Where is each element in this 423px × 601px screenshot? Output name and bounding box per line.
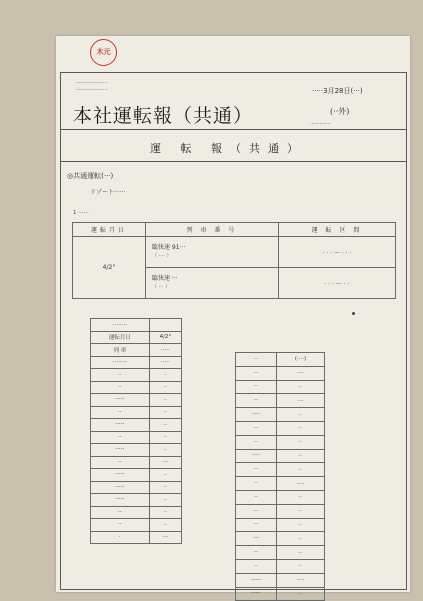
header-label: ·· — [91, 369, 150, 382]
station-name: ···· — [236, 408, 277, 422]
station-name: ····· — [236, 587, 277, 601]
station-time: ·· — [277, 532, 325, 546]
station-name: ····· — [91, 444, 150, 457]
edition-label: (··外) — [330, 107, 350, 116]
station-name: ·· — [236, 435, 277, 449]
table-row — [236, 477, 325, 491]
table-row — [91, 444, 182, 457]
table-row — [236, 532, 325, 546]
station-time: ·· — [277, 435, 325, 449]
station-time: ···· — [149, 456, 181, 469]
header-value — [149, 319, 181, 332]
header-label: 運転月日 — [91, 331, 150, 344]
station-name: ·· — [91, 431, 150, 444]
table-row — [91, 519, 182, 532]
table-row — [236, 463, 325, 477]
station-time: ·· — [277, 421, 325, 435]
timetable-header-row — [91, 344, 182, 357]
issuer-line-2: ···················· — [76, 87, 108, 93]
issuer-block — [76, 80, 108, 94]
station-time: ·· — [149, 519, 181, 532]
station-time: ·· — [149, 431, 181, 444]
station-name: ····· — [91, 494, 150, 507]
station-time: ·· — [277, 559, 325, 573]
station-name: ·· — [236, 518, 277, 532]
station-name: ·· — [236, 394, 277, 408]
station-time: ····· — [277, 573, 325, 587]
station-time: ·· — [277, 408, 325, 422]
table-row — [236, 435, 325, 449]
station-time: ·· — [277, 518, 325, 532]
timetable-header-row — [91, 319, 182, 332]
station-time: ·· — [149, 419, 181, 432]
train-number: 臨快速 ··· — [152, 275, 178, 282]
timetable-header-row — [91, 369, 182, 382]
train-number: 臨快速 91··· — [152, 244, 186, 251]
table-row — [236, 366, 325, 380]
issuer-line-1: ···················· — [76, 80, 108, 86]
down-timetable — [90, 318, 182, 544]
station-name: ·· — [236, 463, 277, 477]
header-label: ·· — [236, 353, 277, 367]
table-row — [73, 237, 396, 268]
station-name: ·· — [236, 504, 277, 518]
column-header: 列 車 番 号 — [146, 223, 279, 237]
table-row — [236, 380, 325, 394]
station-name: · — [91, 531, 150, 544]
station-name: ····· — [236, 573, 277, 587]
body-item-2: リゾート······ — [90, 189, 126, 196]
station-name: ···· — [236, 449, 277, 463]
station-name: ·· — [236, 546, 277, 560]
table-row — [91, 531, 182, 544]
station-time: ·· — [149, 469, 181, 482]
station-time: ·· — [149, 506, 181, 519]
header-value: (····) — [277, 353, 325, 367]
train-note: （ ···· ） — [152, 253, 172, 259]
station-name: ····· — [91, 419, 150, 432]
margin-mark — [352, 312, 355, 315]
body-item-1: ◎共通運転(···) — [67, 172, 114, 180]
station-time: ·· — [277, 504, 325, 518]
station-time: ·· — [277, 449, 325, 463]
station-name: ··· — [236, 532, 277, 546]
operation-section: · · · 〜 · · — [279, 268, 396, 299]
table-row — [236, 587, 325, 601]
table-row — [91, 506, 182, 519]
table-row — [236, 546, 325, 560]
table-row — [91, 394, 182, 407]
header-value: · — [149, 369, 181, 382]
station-time: ·· — [149, 406, 181, 419]
station-name: ·· — [91, 506, 150, 519]
station-time: ·· — [149, 494, 181, 507]
train-cell — [146, 237, 279, 268]
station-name: ·· — [236, 490, 277, 504]
header-label: 列 車 — [91, 344, 150, 357]
header-label: ········ — [91, 319, 150, 332]
station-time: ·· — [277, 546, 325, 560]
body-item-3: 1 ······ — [73, 210, 89, 216]
station-name: ·· — [91, 381, 150, 394]
station-time: ···· — [277, 366, 325, 380]
station-name: ·· — [91, 456, 150, 469]
station-name: ·· — [236, 366, 277, 380]
station-time: ·· — [149, 444, 181, 457]
table-row — [236, 573, 325, 587]
table-row — [91, 381, 182, 394]
station-name: ····· — [91, 469, 150, 482]
table-row — [236, 394, 325, 408]
header-value: ····· — [149, 356, 181, 369]
table-row — [91, 481, 182, 494]
column-header: 運 転 区 間 — [279, 223, 396, 237]
timetable-header-row — [236, 353, 325, 367]
station-name: ·· — [236, 380, 277, 394]
section-title: 運 転 報（共通） — [150, 142, 306, 155]
table-header-row — [73, 223, 396, 237]
station-name: ····· — [91, 394, 150, 407]
column-header: 運転月日 — [73, 223, 146, 237]
table-row — [236, 559, 325, 573]
table-row — [91, 431, 182, 444]
station-time: ····· — [277, 477, 325, 491]
header-label: ········ — [91, 356, 150, 369]
table-row — [236, 449, 325, 463]
table-row — [91, 456, 182, 469]
station-name: ·· — [91, 406, 150, 419]
issue-info: ·····3月28日(···) — [312, 87, 363, 95]
station-time: ·· — [149, 381, 181, 394]
station-name: ·· — [236, 559, 277, 573]
seal-stamp-text: 木元 — [96, 48, 111, 56]
page-title: 本社運転報（共通） — [73, 105, 254, 127]
operation-section: · · · 〜 · · · — [279, 237, 396, 268]
timetable-header-row — [91, 356, 182, 369]
table-row — [236, 408, 325, 422]
station-time: ···· — [277, 394, 325, 408]
table-row — [91, 406, 182, 419]
seal-stamp — [90, 39, 117, 66]
divider-top — [60, 129, 406, 130]
station-name: ·· — [91, 519, 150, 532]
header-value: ····· — [149, 344, 181, 357]
table-row — [236, 518, 325, 532]
station-time: ·· — [277, 490, 325, 504]
table-row — [236, 421, 325, 435]
table-row — [91, 494, 182, 507]
up-timetable — [235, 352, 325, 601]
table-row — [236, 504, 325, 518]
operation-table — [72, 222, 396, 299]
station-time: ···· — [149, 531, 181, 544]
operation-date: 4/2° — [73, 237, 146, 299]
train-cell — [146, 268, 279, 299]
table-row — [91, 419, 182, 432]
station-time: ·· — [149, 394, 181, 407]
table-row — [236, 490, 325, 504]
train-note: （ ··· ） — [152, 284, 170, 290]
station-time: ·· — [277, 380, 325, 394]
station-name: ····· — [91, 481, 150, 494]
station-time: ·· — [149, 481, 181, 494]
header-value: 4/2° — [149, 331, 181, 344]
station-name: ·· — [236, 421, 277, 435]
station-name: ·· — [236, 477, 277, 491]
station-time: ·· — [277, 463, 325, 477]
table-row — [91, 469, 182, 482]
timetable-header-row — [91, 331, 182, 344]
divider-bottom — [60, 161, 406, 162]
station-time: ·· — [277, 587, 325, 601]
department-label: ············· — [310, 121, 331, 127]
